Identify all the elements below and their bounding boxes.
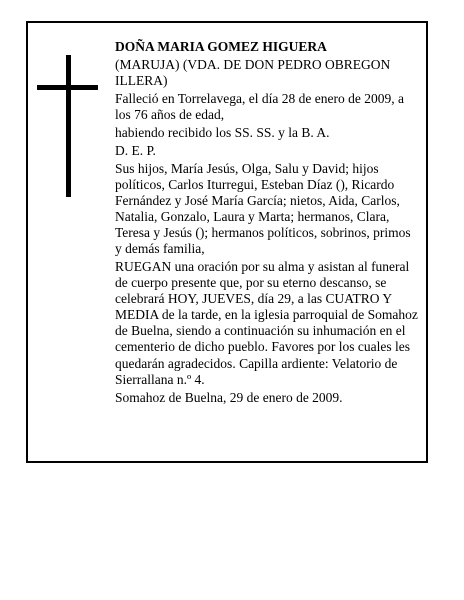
alias-paragraph: [115, 57, 418, 89]
family-line: y demás familia,: [115, 241, 205, 257]
rip-paragraph: [115, 143, 418, 159]
request-line: MEDIA de la tarde, en la iglesia parroquial de Somahoz: [115, 307, 418, 323]
alias-line: ILLERA): [115, 72, 168, 88]
family-line: Natalia, Gonzalo, Laura y Marta; hermanos, Clara,: [115, 208, 390, 224]
request-line: RUEGAN una oración por su alma y asistan al funeral: [115, 259, 410, 274]
request-line: de Buelna, siendo a continuación su inhumación en el: [115, 323, 406, 339]
request-line: celebrará HOY, JUEVES, día 29, a las CUATRO Y: [115, 291, 393, 307]
cross-horizontal-bar: [37, 85, 98, 90]
death-line: los 76 años de edad,: [115, 106, 225, 122]
sacraments-line: habiendo recibido los SS. SS. y la B. A.: [115, 124, 330, 140]
place-date-line: Somahoz de Buelna, 29 de enero de 2009.: [115, 389, 343, 405]
family-line: Sus hijos, María Jesús, Olga, Salu y David; hijos: [115, 160, 379, 176]
request-line: Sierrallana n.º 4.: [115, 371, 205, 387]
cross-vertical-bar: [66, 55, 71, 197]
deceased-name: [115, 39, 418, 55]
deceased-name-line: DOÑA MARIA GOMEZ HIGUERA: [115, 39, 327, 54]
place-date-paragraph: [115, 390, 418, 406]
family-paragraph: [115, 161, 418, 258]
death-paragraph: [115, 91, 418, 123]
death-line: Falleció en Torrelavega, el día 28 de enero de 2009, a: [115, 90, 404, 106]
rip-line: D. E. P.: [115, 142, 156, 158]
family-line: Fernández y José María García; nietos, Aida, Carlos,: [115, 192, 400, 208]
request-line: de cuerpo presente que, por su eterno descanso, se: [115, 275, 387, 291]
family-line: políticos, Carlos Iturregui, Esteban Díaz (), Ricardo: [115, 176, 395, 192]
request-line: cementerio de dicho pueblo. Favores por los cuales les: [115, 339, 411, 355]
obituary-text: [115, 39, 418, 406]
sacraments-paragraph: [115, 125, 418, 141]
request-paragraph: [115, 259, 418, 388]
request-line: quedarán agradecidos. Capilla ardiente: Velatorio de: [115, 355, 398, 371]
alias-line: (MARUJA) (VDA. DE DON PEDRO OBREGON: [115, 56, 391, 72]
family-line: Teresa y Jesús (); hermanos políticos, sobrinos, primos: [115, 225, 411, 241]
